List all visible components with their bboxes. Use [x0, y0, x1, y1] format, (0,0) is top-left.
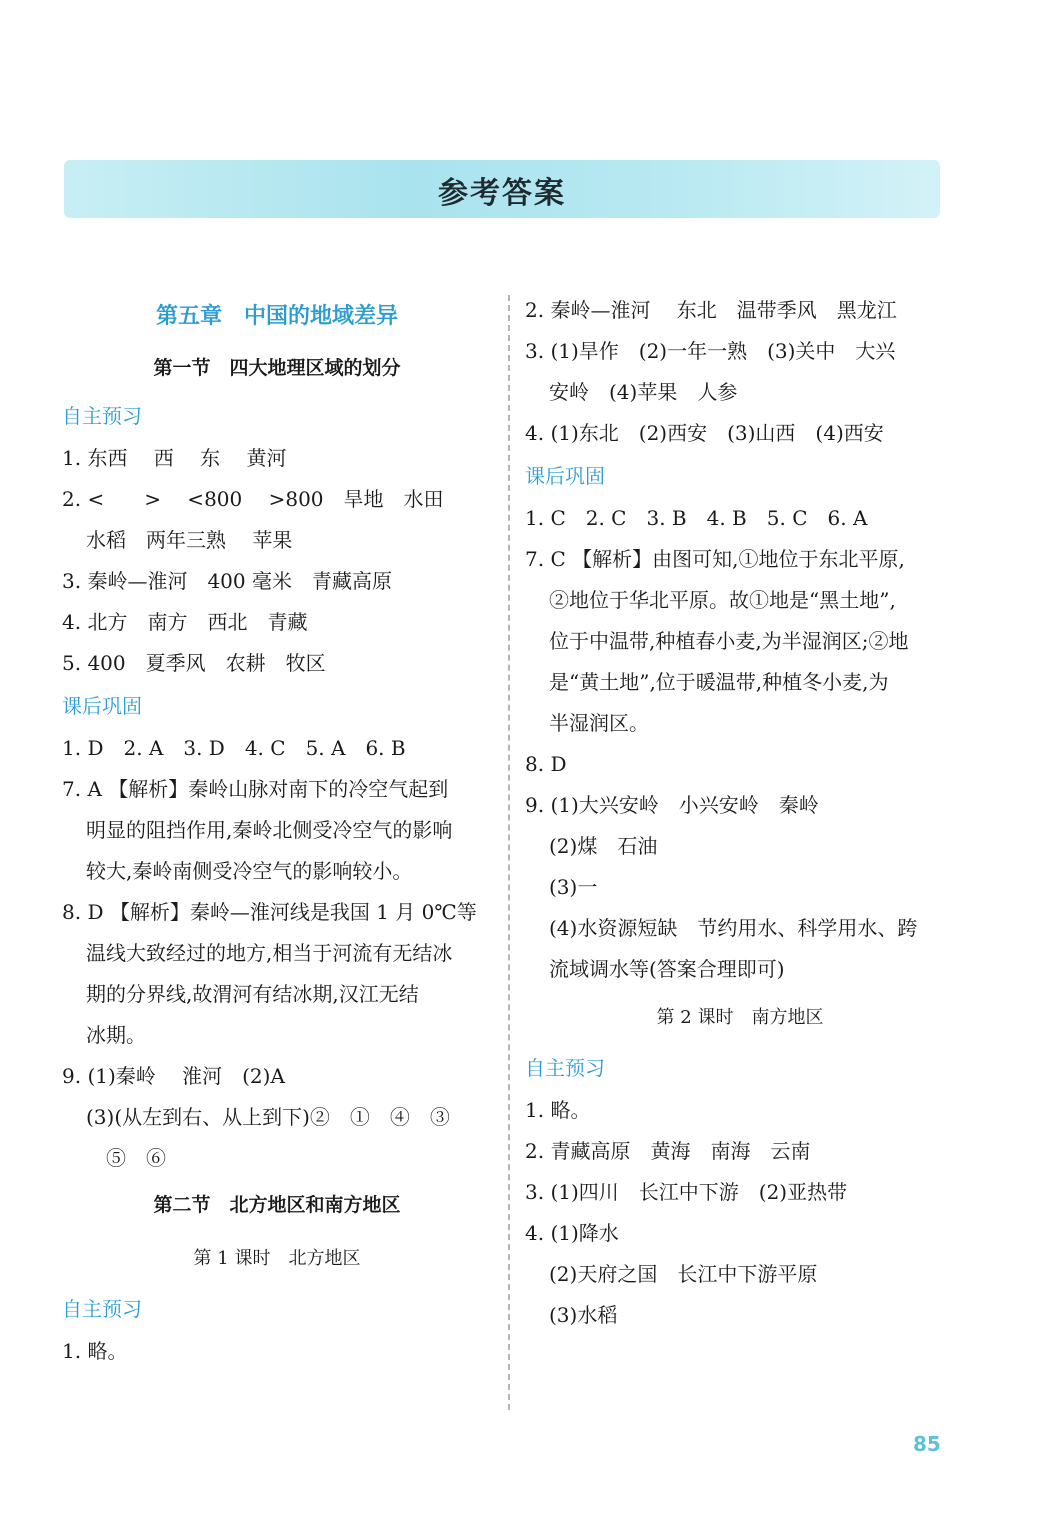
answer-line: 位于中温带,种植春小麦,为半湿润区;②地: [549, 629, 909, 653]
answer-line: (3)(从左到右、从上到下)② ① ④ ③: [86, 1105, 450, 1129]
answer-line: 1. C 2. C 3. B 4. B 5. C 6. A: [525, 506, 868, 530]
lesson-title: 第 1 课时 北方地区: [193, 1248, 361, 1269]
answer-line: 较大,秦岭南侧受冷空气的影响较小。: [86, 859, 413, 883]
subsection-heading: 自主预习: [525, 1056, 605, 1080]
answer-line: (2)煤 石油: [549, 834, 658, 858]
answer-line: (3)一: [549, 875, 598, 899]
subsection-heading: 课后巩固: [525, 464, 605, 488]
lesson-title: 第 2 课时 南方地区: [656, 1007, 824, 1028]
answer-line: 1. 略。: [62, 1339, 128, 1363]
answer-line: 期的分界线,故渭河有结冰期,汉江无结: [86, 982, 419, 1006]
answer-line: 水稻 两年三熟 苹果: [86, 528, 293, 552]
answer-line: 4. (1)东北 (2)西安 (3)山西 (4)西安: [525, 421, 884, 445]
subsection-heading: 自主预习: [62, 404, 142, 428]
answer-line: 流域调水等(答案合理即可): [549, 957, 785, 981]
right-column: [525, 290, 955, 1336]
title-banner: [64, 160, 940, 218]
answer-line: 3. 秦岭—淮河 400 毫米 青藏高原: [62, 569, 392, 593]
answer-line: 2. 秦岭—淮河 东北 温带季风 黑龙江: [525, 298, 897, 322]
column-divider: [508, 295, 510, 1410]
answer-line: 8. D 【解析】秦岭—淮河线是我国 1 月 0℃等: [62, 900, 477, 924]
answer-line: 4. 北方 南方 西北 青藏: [62, 610, 308, 634]
left-column: [62, 290, 492, 1372]
answer-line: (3)水稻: [549, 1303, 618, 1327]
section-title: 第一节 四大地理区域的划分: [153, 357, 401, 379]
answer-line: 安岭 (4)苹果 人参: [549, 380, 738, 404]
answer-line: 1. 略。: [525, 1098, 591, 1122]
answer-line: 1. 东西 西 东 黄河: [62, 446, 287, 470]
answer-line: 温线大致经过的地方,相当于河流有无结冰: [86, 941, 453, 965]
subsection-heading: 自主预习: [62, 1297, 142, 1321]
answer-line: 3. (1)旱作 (2)一年一熟 (3)关中 大兴: [525, 339, 896, 363]
section-title: 第二节 北方地区和南方地区: [153, 1194, 401, 1216]
answer-line: 冰期。: [86, 1023, 146, 1047]
answer-line: (4)水资源短缺 节约用水、科学用水、跨: [549, 916, 918, 940]
answer-line: 明显的阻挡作用,秦岭北侧受冷空气的影响: [86, 818, 453, 842]
page-number: 85: [913, 1432, 941, 1456]
answer-line: (2)天府之国 长江中下游平原: [549, 1262, 818, 1286]
answer-line: 半湿润区。: [549, 711, 649, 735]
answer-line: 3. (1)四川 长江中下游 (2)亚热带: [525, 1180, 848, 1204]
answer-line: 7. C 【解析】由图可知,①地位于东北平原,: [525, 547, 905, 571]
chapter-title: 第五章 中国的地域差异: [155, 303, 398, 329]
page-title: 参考答案: [438, 176, 566, 211]
answer-line: 是“黄土地”,位于暖温带,种植冬小麦,为: [549, 670, 889, 694]
answer-line: 9. (1)秦岭 淮河 (2)A: [62, 1064, 285, 1088]
answer-line: 1. D 2. A 3. D 4. C 5. A 6. B: [62, 736, 406, 760]
answer-line: 9. (1)大兴安岭 小兴安岭 秦岭: [525, 793, 819, 817]
answer-line: 2. 青藏高原 黄海 南海 云南: [525, 1139, 811, 1163]
answer-line: 2. < > <800 >800 旱地 水田: [62, 487, 444, 511]
answer-line: 5. 400 夏季风 农耕 牧区: [62, 651, 326, 675]
answer-line: 7. A 【解析】秦岭山脉对南下的冷空气起到: [62, 777, 449, 801]
answer-line: ②地位于华北平原。故①地是“黑土地”,: [549, 588, 896, 612]
answer-line: 8. D: [525, 752, 567, 776]
subsection-heading: 课后巩固: [62, 694, 142, 718]
answer-line: 4. (1)降水: [525, 1221, 619, 1245]
answer-line: ⑤ ⑥: [86, 1146, 166, 1170]
